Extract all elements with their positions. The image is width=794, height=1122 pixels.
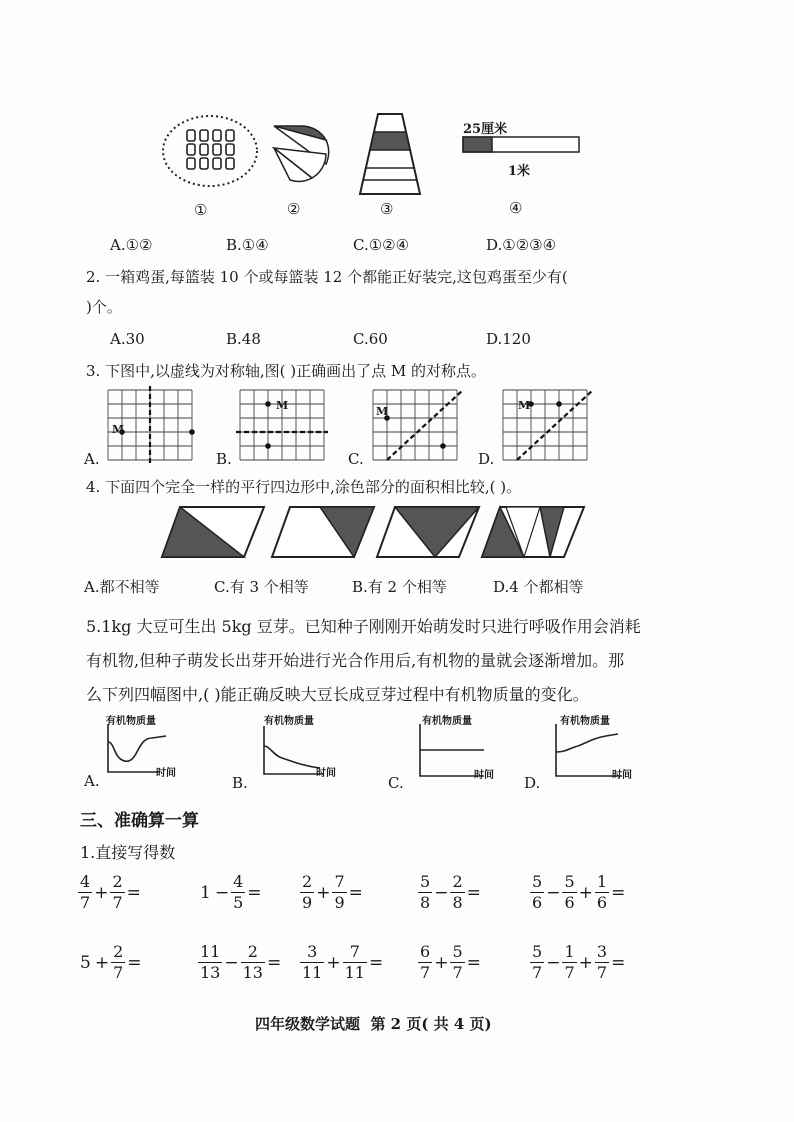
q1-figure-2: [268, 118, 338, 188]
q4-option-b[interactable]: B.有 2 个相等: [352, 578, 447, 596]
q3-grid-b: [240, 390, 340, 465]
calc-expression: $\frac{5}{6}$ − $\frac{5}{6}$ + $\frac{1}{6}$ =: [532, 872, 626, 912]
q3-grid-c: [373, 390, 473, 465]
section-subtitle: 1.直接写得数: [80, 843, 176, 862]
fig4-bottom-label: 1米: [508, 164, 531, 179]
x-axis-label: 时间: [156, 768, 176, 779]
egg-icon: [213, 158, 221, 169]
q5-stem-line2: 有机物,但种子萌发长出芽开始进行光合作用后,有机物的量就会逐渐增加。那: [86, 651, 625, 670]
q5-option-c[interactable]: C.: [388, 774, 404, 792]
calc-expression: $\frac{3}{11}$ + $\frac{7}{11}$ =: [302, 942, 384, 982]
q1-figure-3: [355, 110, 425, 200]
egg-icon: [200, 158, 208, 169]
q5-stem-line3: 么下列四幅图中,( )能正确反映大豆长成豆芽过程中有机物质量的变化。: [86, 685, 589, 704]
q3-stem: 3. 下图中,以虚线为对称轴,图( )正确画出了点 M 的对称点。: [86, 362, 486, 380]
q1-option-c[interactable]: C.①②④: [353, 236, 410, 254]
fig4-top-label: 25厘米: [463, 122, 508, 137]
grid-point: [189, 429, 195, 435]
q5-option-a[interactable]: A.: [84, 772, 100, 790]
q5-graph-d: [552, 712, 632, 782]
q4-parallelogram-2: [270, 505, 380, 560]
q3-point-label-a: M: [112, 423, 125, 436]
q3-option-d[interactable]: D.: [478, 450, 495, 468]
q1-figure-1: [160, 112, 260, 192]
section-title: 三、准确算一算: [80, 811, 199, 831]
q3-option-b[interactable]: B.: [216, 450, 232, 468]
calc-expression: 5 + $\frac{2}{7}$ =: [80, 942, 142, 982]
calc-expression: 1 − $\frac{4}{5}$ =: [200, 872, 262, 912]
figure-label-3: ③: [380, 200, 394, 218]
y-axis-label: 有机物质量: [422, 716, 472, 727]
q5-option-b[interactable]: B.: [232, 774, 248, 792]
egg-icon: [213, 144, 221, 155]
x-axis-label: 时间: [612, 770, 632, 781]
page-footer: 四年级数学试题 第 2 页( 共 4 页): [255, 1015, 492, 1033]
q4-parallelogram-3: [375, 505, 485, 560]
q1-option-d[interactable]: D.①②③④: [486, 236, 557, 254]
q4-option-d[interactable]: D.4 个都相等: [493, 578, 584, 596]
egg-icon: [226, 158, 234, 169]
y-axis-label: 有机物质量: [106, 716, 156, 727]
x-axis-label: 时间: [316, 768, 336, 779]
q3-point-label-c: M: [376, 405, 389, 418]
y-axis-label: 有机物质量: [264, 716, 314, 727]
q1-option-a[interactable]: A.①②: [110, 236, 153, 254]
q4-option-c[interactable]: C.有 3 个相等: [214, 578, 309, 596]
calc-expression: $\frac{4}{7}$ + $\frac{2}{7}$ =: [80, 872, 141, 912]
q4-option-a[interactable]: A.都不相等: [84, 578, 160, 596]
q4-stem: 4. 下面四个完全一样的平行四边形中,涂色部分的面积相比较,( )。: [86, 478, 522, 496]
calc-expression: $\frac{6}{7}$ + $\frac{5}{7}$ =: [420, 942, 481, 982]
q2-stem-line2: )个。: [86, 298, 122, 316]
q5-graph-c: [414, 712, 494, 782]
egg-icon: [187, 130, 195, 141]
q2-option-d[interactable]: D.120: [486, 330, 531, 348]
grid-point: [265, 401, 271, 407]
q1-figure-4-bar: [462, 136, 582, 156]
grid-point: [440, 443, 446, 449]
figure-label-1: ①: [194, 201, 208, 219]
figure-label-4: ④: [509, 199, 523, 217]
figure-label-2: ②: [287, 200, 301, 218]
calc-expression: $\frac{11}{13}$ − $\frac{2}{13}$ =: [200, 942, 282, 982]
q3-option-c[interactable]: C.: [348, 450, 364, 468]
grid-point: [265, 443, 271, 449]
q4-parallelogram-1: [160, 505, 270, 560]
calc-expression: $\frac{2}{9}$ + $\frac{7}{9}$ =: [302, 872, 363, 912]
egg-icon: [213, 130, 221, 141]
q2-stem-line1: 2. 一箱鸡蛋,每篮装 10 个或每篮装 12 个都能正好装完,这包鸡蛋至少有(: [86, 268, 568, 286]
calc-expression: $\frac{5}{8}$ − $\frac{2}{8}$ =: [420, 872, 481, 912]
q3-point-label-b: M: [276, 399, 289, 412]
q2-option-c[interactable]: C.60: [353, 330, 388, 348]
grid-point: [556, 401, 562, 407]
egg-icon: [226, 130, 234, 141]
calc-expression: $\frac{5}{7}$ − $\frac{1}{7}$ + $\frac{3}{7}$ =: [532, 942, 626, 982]
egg-icon: [200, 144, 208, 155]
egg-icon: [187, 158, 195, 169]
q1-option-b[interactable]: B.①④: [226, 236, 269, 254]
egg-icon: [226, 144, 234, 155]
q5-graph-a: [100, 712, 180, 782]
q5-graph-b: [258, 712, 338, 782]
q3-option-a[interactable]: A.: [84, 450, 100, 468]
egg-icon: [200, 130, 208, 141]
q2-option-b[interactable]: B.48: [226, 330, 261, 348]
egg-icon: [187, 144, 195, 155]
q3-point-label-d: M: [518, 399, 531, 412]
y-axis-label: 有机物质量: [560, 716, 610, 727]
q5-option-d[interactable]: D.: [524, 774, 541, 792]
q4-parallelogram-4: [480, 505, 590, 560]
x-axis-label: 时间: [474, 770, 494, 781]
q5-stem-line1: 5.1kg 大豆可生出 5kg 豆芽。已知种子刚刚开始萌发时只进行呼吸作用会消耗: [86, 617, 641, 636]
q2-option-a[interactable]: A.30: [110, 330, 145, 348]
